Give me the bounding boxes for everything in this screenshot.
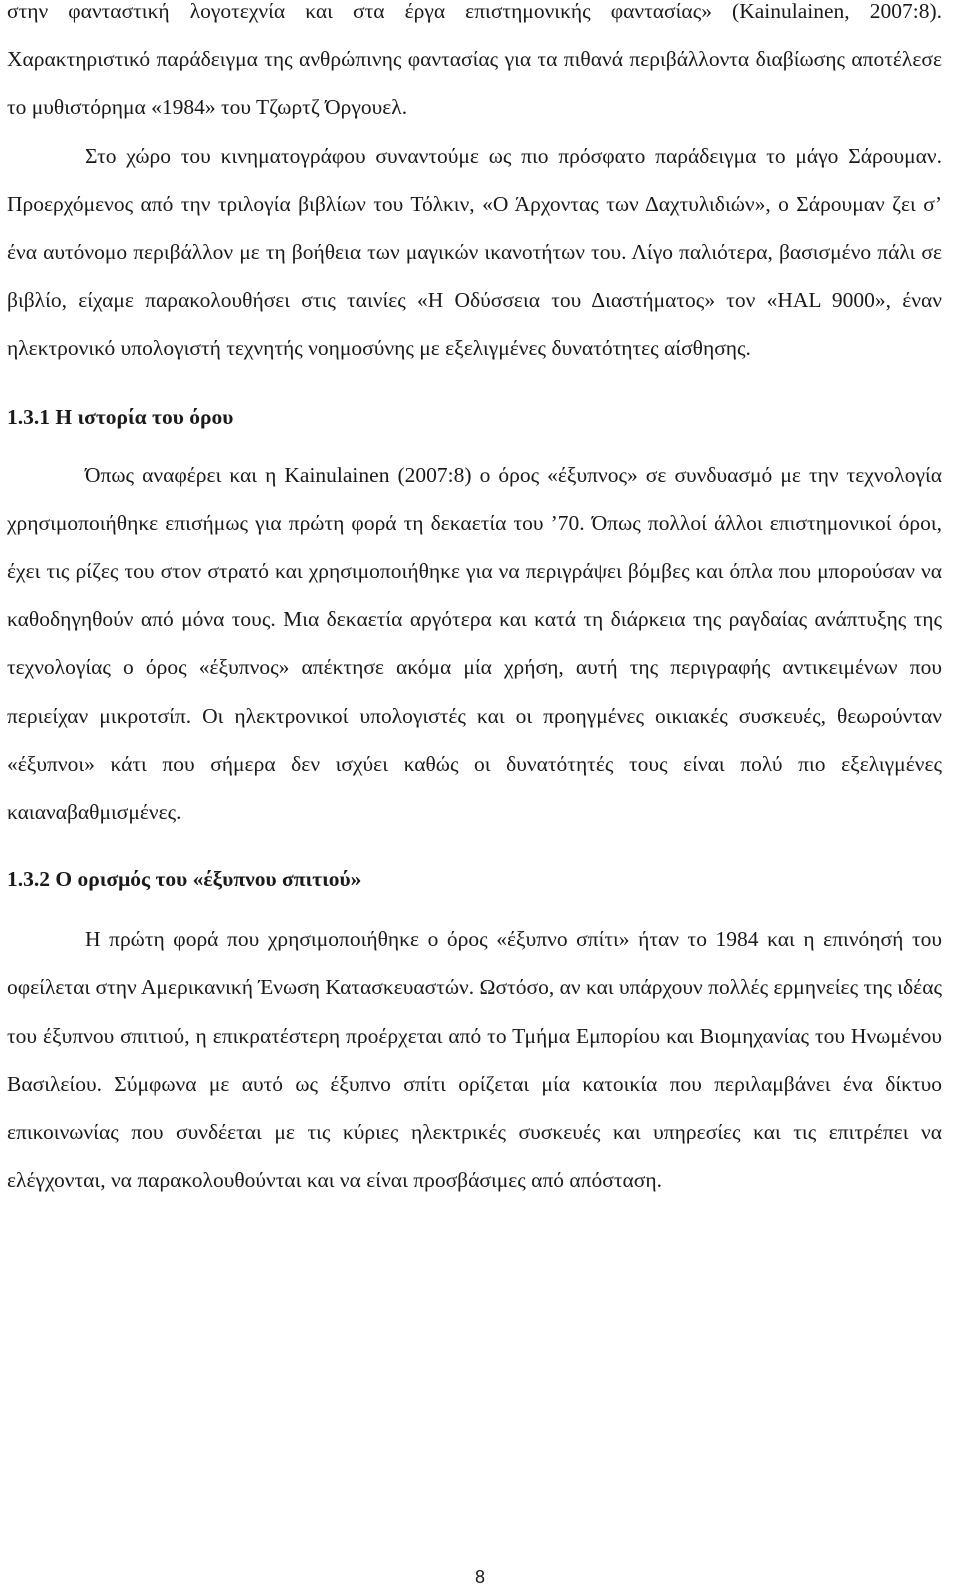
paragraph-smart-home-definition: Η πρώτη φορά που χρησιμοποιήθηκε ο όρος «έξυπνο σπίτι» ήταν το 1984 και η επινόησή του οφείλεται στην Αμερικανική Ένωση Κατασκευαστών. Ωστόσο, αν και υπάρχουν πολλές ερμηνείες της ιδέας του έξυπνου σπιτιού, η επικρατέστερη προέρχεται από το Τμήμα Εμπορίου και Βιομηχανίας του Ηνωμένου Βασιλείου. Σύμφωνα με αυτό ως έξυπνο σπίτι ορίζεται μία κατοικία που περιλαμβάνει ένα δίκτυο επικοινωνίας που συνδέεται με τις κύριες ηλεκτρικές συσκευές και υπηρεσίες και τις επιτρέπει να ελέγχονται, να παρακολουθούνται και να είναι προσβάσιμες από απόσταση. (7, 927, 942, 1193)
paragraph-term-history: Όπως αναφέρει και η Kainulainen (2007:8) ο όρος «έξυπνος» σε συνδυασμό με την τεχνολογία χρησιμοποιήθηκε επισήμως για πρώτη φορά τη δεκαετία του ’70. Όπως πολλοί άλλοι επιστημονικοί όροι, έχει τις ρίζες του στον στρατό και χρησιμοποιήθηκε για να περιγράψει βόμβες και όπλα που μπορούσαν να καθοδηγηθούν από μόνα τους. Μια δεκαετία αργότερα και κατά τη διάρκεια της ραγδαίας ανάπτυξης της τεχνολογίας ο όρος «έξυπνος» απέκτησε ακόμα μία χρήση, αυτή της περιγραφής αντικειμένων που περιείχαν μικροτσίπ. Οι ηλεκτρονικοί υπολογιστές και οι προηγμένες οικιακές συσκευές, θεωρούνταν «έξυπνοι» κάτι που σήμερα δεν ισχύει καθώς οι δυνατότητές τους είναι πολύ πιο εξελιγμένες καιαναβαθμισμένες. (7, 462, 942, 825)
paragraph-intro-continued: στην φανταστική λογοτεχνία και στα έργα επιστημονικής φαντασίας» (Kainulainen, 2007:8). Χαρακτηριστικό παράδειγμα της ανθρώπινης φαντασίας για τα πιθανά περιβάλλοντα διαβίωσης αποτέλεσε το μυθιστόρημα «1984» του Τζωρτζ Όργουελ. (7, 0, 942, 120)
page-number: 8 (474, 1567, 485, 1587)
section-heading-history: 1.3.1 Η ιστορία του όρου (7, 404, 234, 429)
section-heading-definition: 1.3.2 Ο ορισμός του «έξυπνου σπιτιού» (7, 867, 362, 892)
paragraph-cinema-examples: Στο χώρο του κινηματογράφου συναντούμε ως πιο πρόσφατο παράδειγμα το μάγο Σάρουμαν. Προερχόμενος από την τριλογία βιβλίων του Τόλκιν, «Ο Άρχοντας των Δαχτυλιδιών», ο Σάρουμαν ζει σ’ ένα αυτόνομο περιβάλλον με τη βοήθεια των μαγικών ικανοτήτων του. Λίγο παλιότερα, βασισμένο πάλι σε βιβλίο, είχαμε παρακολουθήσει στις ταινίες «Η Οδύσσεια του Διαστήματος» τον «HAL 9000», έναν ηλεκτρονικό υπολογιστή τεχνητής νοημοσύνης με εξελιγμένες δυνατότητες αίσθησης. (7, 143, 942, 361)
